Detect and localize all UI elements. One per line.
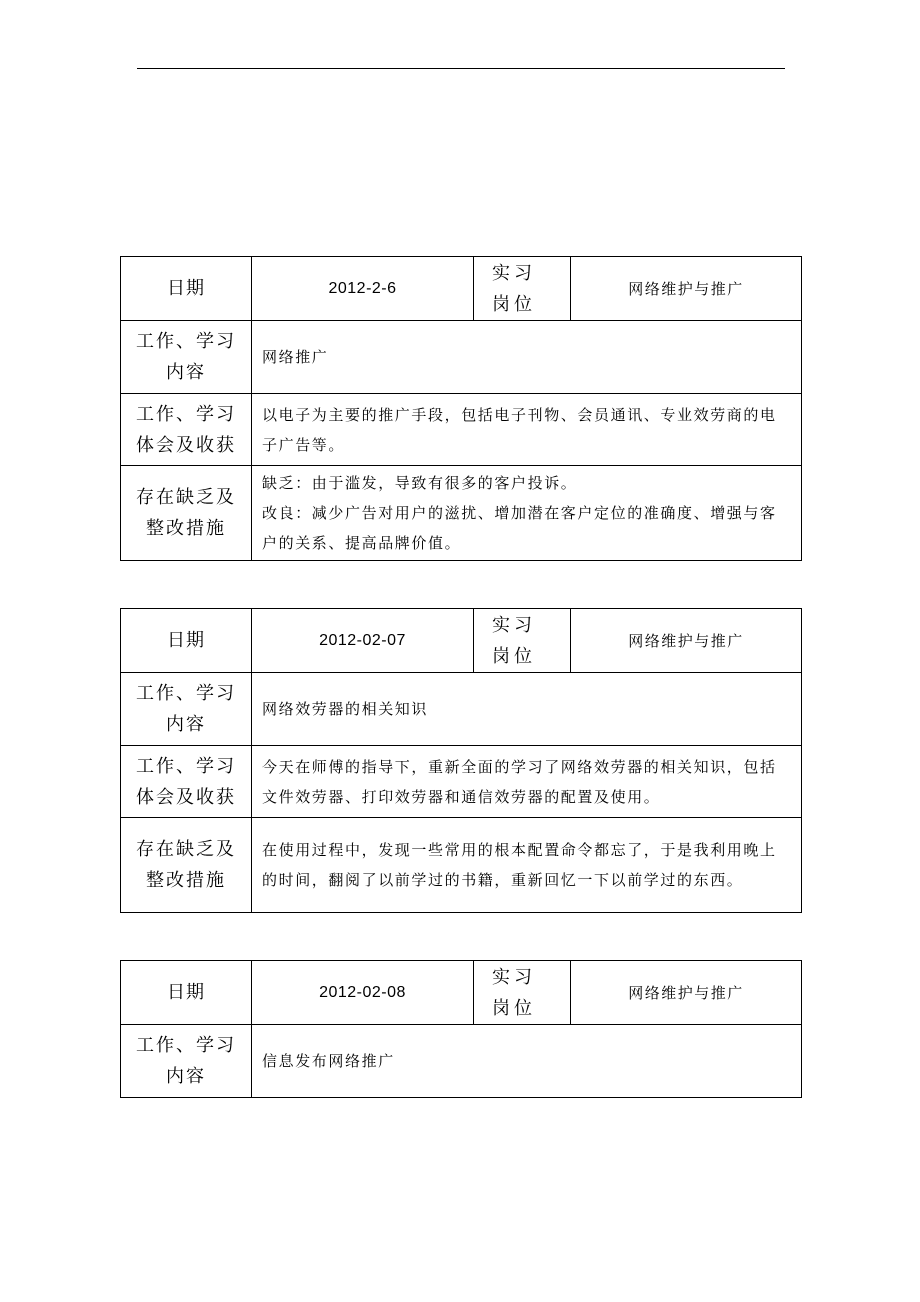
work-label-line1: 工作、学习 (136, 1035, 236, 1056)
issue-label-line1: 存在缺乏及 (136, 839, 236, 860)
work-label-line2: 内容 (166, 1066, 206, 1087)
post-label-line2: 岗位 (492, 645, 536, 667)
post-label-line1: 实习 (492, 966, 536, 988)
gain-label-line1: 工作、学习 (136, 755, 236, 777)
post-label (474, 961, 571, 1025)
work-row (121, 673, 802, 746)
date-label: 日期 (121, 257, 252, 321)
gain-label (121, 746, 252, 818)
work-label-line1: 工作、学习 (136, 683, 236, 704)
date-row (121, 609, 802, 673)
date-value: 2012-2-6 (252, 257, 474, 321)
work-row (121, 1025, 802, 1098)
issue-content (252, 466, 802, 561)
date-row (121, 961, 802, 1025)
gain-content: 今天在师傅的指导下，重新全面的学习了网络效劳器的相关知识，包括文件效劳器、打印效劳器和通信效劳器的配置及使用。 (252, 746, 802, 818)
date-value: 2012-02-07 (252, 609, 474, 673)
issue-label (121, 466, 252, 561)
date-value: 2012-02-08 (252, 961, 474, 1025)
issue-row (121, 466, 802, 561)
issue-shortage: 缺乏：由于滥发，导致有很多的客户投诉。 (262, 474, 578, 492)
date-row (121, 257, 802, 321)
gain-label-line2: 体会及收获 (136, 434, 236, 456)
log-table-2 (120, 608, 802, 913)
work-label-line2: 内容 (166, 362, 206, 383)
post-value: 网络维护与推广 (571, 257, 802, 321)
gain-label-line1: 工作、学习 (136, 403, 236, 425)
log-table-3 (120, 960, 802, 1098)
gain-row (121, 394, 802, 466)
work-content: 网络推广 (252, 321, 802, 394)
gain-content: 以电子为主要的推广手段，包括电子刊物、会员通讯、专业效劳商的电子广告等。 (252, 394, 802, 466)
work-content: 信息发布网络推广 (252, 1025, 802, 1098)
issue-label-line1: 存在缺乏及 (136, 487, 236, 508)
issue-improvement: 改良：减少广告对用户的滋扰、增加潜在客户定位的准确度、增强与客户的关系、提高品牌价值。 (262, 504, 777, 552)
header-rule (137, 68, 785, 69)
post-label-line1: 实习 (492, 262, 536, 284)
issue-label-line2: 整改措施 (146, 870, 226, 891)
work-label-line1: 工作、学习 (136, 331, 236, 352)
log-table-1 (120, 256, 802, 561)
post-label-line2: 岗位 (492, 293, 536, 315)
post-value: 网络维护与推广 (571, 609, 802, 673)
date-label: 日期 (121, 609, 252, 673)
post-label-line2: 岗位 (492, 997, 536, 1019)
date-label: 日期 (121, 961, 252, 1025)
post-value: 网络维护与推广 (571, 961, 802, 1025)
post-label (474, 609, 571, 673)
work-label (121, 321, 252, 394)
post-label-line1: 实习 (492, 614, 536, 636)
work-row (121, 321, 802, 394)
work-label-line2: 内容 (166, 714, 206, 735)
work-content: 网络效劳器的相关知识 (252, 673, 802, 746)
gain-row (121, 746, 802, 818)
post-label (474, 257, 571, 321)
work-label (121, 1025, 252, 1098)
issue-label-line2: 整改措施 (146, 518, 226, 539)
gain-label (121, 394, 252, 466)
issue-label (121, 818, 252, 913)
issue-content: 在使用过程中，发现一些常用的根本配置命令都忘了，于是我利用晚上的时间，翻阅了以前学过的书籍，重新回忆一下以前学过的东西。 (252, 818, 802, 913)
issue-row (121, 818, 802, 913)
gain-label-line2: 体会及收获 (136, 786, 236, 808)
work-label (121, 673, 252, 746)
